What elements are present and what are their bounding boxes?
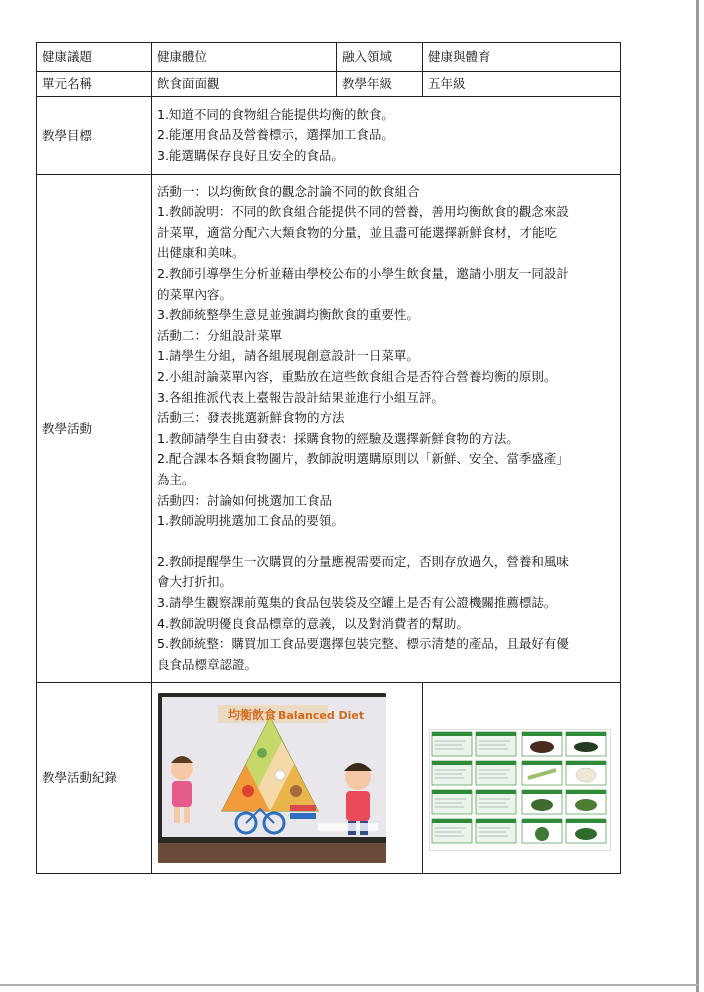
activity-line: 2.教師引導學生分析並藉由學校公布的小學生飲食量，邀請小朋友一同設計: [157, 266, 569, 282]
domain-label: 融入領域: [337, 43, 423, 72]
activity-line: 2.配合課本各類食物圖片，教師說明選購原則以「新鮮、安全、當季盛產」: [157, 451, 569, 467]
activity-line: 會大打折扣。: [157, 574, 233, 590]
activity-line: 計菜單，適當分配六大類食物的分量，並且盡可能選擇新鮮食材，才能吃: [157, 224, 558, 240]
activity-line: 為主。: [157, 471, 195, 487]
activity-line: 3.教師統整學生意見並強調均衡飲食的重要性。: [157, 307, 419, 323]
unit-name-label: 單元名稱: [37, 72, 152, 97]
photo-cell-poster: [152, 683, 423, 874]
activity-line: 活動四：討論如何挑選加工食品: [157, 492, 333, 508]
activities-cell: [152, 175, 621, 683]
photo-cell-food-cards: [423, 683, 621, 874]
goal-item: 3.能選購保存良好且安全的食品。: [157, 147, 344, 163]
activity-line: 的菜單內容。: [157, 286, 233, 302]
activity-line: 良食品標章認證。: [157, 656, 258, 672]
blank-line: [157, 532, 615, 552]
record-label: 教學活動紀錄: [37, 683, 152, 874]
grade-label: 教學年級: [337, 72, 423, 97]
activity-line: 1.請學生分組，請各組展現創意設計一日菜單。: [157, 348, 419, 364]
goal-item: 1.知道不同的食物組合能提供均衡的飲食。: [157, 106, 394, 122]
activity-line: 2.教師提醒學生一次購買的分量應視需要而定，否則存放過久，營養和風味: [157, 553, 569, 569]
activity-line: 1.教師說明挑選加工食品的要領。: [157, 513, 344, 529]
page-edge-shadow: [696, 0, 699, 992]
topic-value: 健康體位: [152, 43, 337, 72]
grade-value: 五年級: [423, 72, 621, 97]
activity-line: 活動一：以均衡飲食的觀念討論不同的飲食組合: [157, 183, 420, 199]
domain-value: 健康與體育: [423, 43, 621, 72]
table-row: [37, 683, 621, 874]
table-row: [37, 43, 621, 72]
activity-line: 活動三：發表挑選新鮮食物的方法: [157, 410, 345, 426]
goal-item: 2.能運用食品及營養標示，選擇加工食品。: [157, 127, 394, 143]
activities-label: 教學活動: [37, 175, 152, 683]
activity-line: 5.教師統整：購買加工食品要選擇包裝完整、標示清楚的產品，且最好有優: [157, 636, 569, 652]
food-cards-photo: [429, 729, 611, 851]
activity-line: 出健康和美味。: [157, 245, 245, 261]
activity-line: 活動二：分組設計菜單: [157, 327, 283, 343]
topic-label: 健康議題: [37, 43, 152, 72]
table-row: [37, 175, 621, 683]
unit-name-value: 飲食面面觀: [152, 72, 337, 97]
activity-line: 1.教師請學生自由發表：採購食物的經驗及選擇新鮮食物的方法。: [157, 430, 519, 446]
activity-line: 4.教師說明優良食品標章的意義，以及對消費者的幫助。: [157, 615, 469, 631]
table-row: [37, 97, 621, 175]
page-edge-shadow-bottom: [0, 984, 699, 986]
table-row: [37, 72, 621, 97]
activity-line: 3.各組推派代表上臺報告設計結果並進行小組互評。: [157, 389, 444, 405]
poster-illustration: [158, 693, 386, 863]
activity-line: 1.教師說明：不同的飲食組合能提供不同的營養，善用均衡飲食的觀念來設: [157, 204, 569, 220]
balanced-diet-poster-photo: [158, 693, 386, 863]
lesson-plan-table: [36, 42, 621, 874]
food-cards-illustration: [430, 730, 610, 850]
goals-label: 教學目標: [37, 97, 152, 175]
activity-line: 2.小組討論菜單內容，重點放在這些飲食組合是否符合營養均衡的原則。: [157, 369, 557, 385]
activity-line: 3.請學生觀察課前蒐集的食品包裝袋及空罐上是否有公證機關推薦標誌。: [157, 594, 557, 610]
poster-title-zh: 均衡飲食: [228, 708, 277, 722]
goals-cell: [152, 97, 621, 175]
poster-title-en: Balanced Diet: [278, 709, 365, 722]
